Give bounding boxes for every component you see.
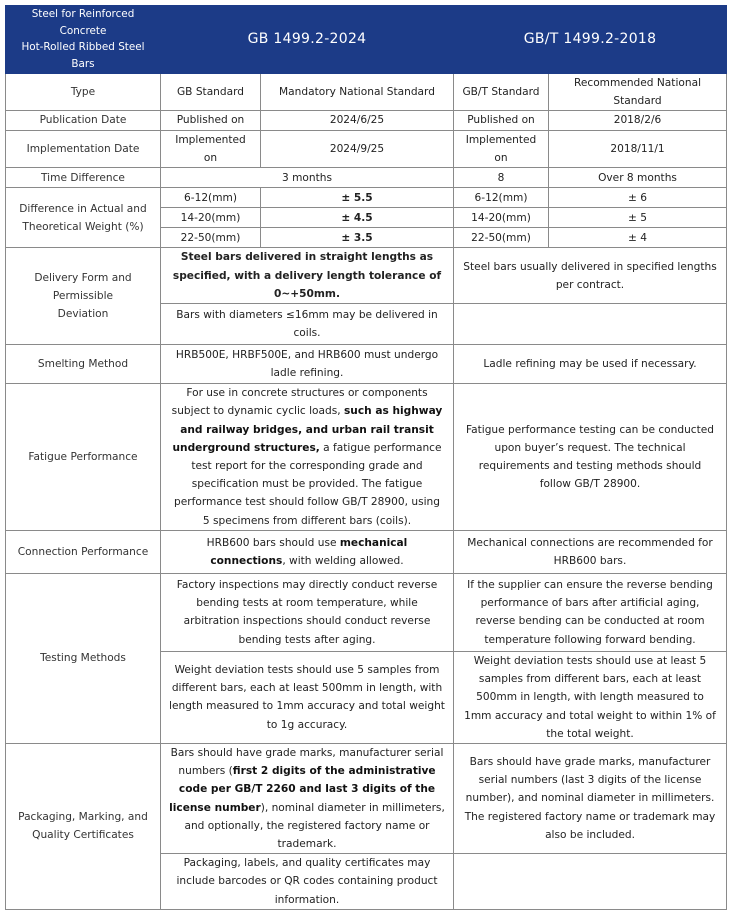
fatigue-text-1: For use in concrete structures or components subject to dynamic cyclic loads, (171, 387, 428, 418)
row-label-implementation: Implementation Date (6, 131, 161, 168)
cell: HRB500E, HRBF500E, and HRB600 must undergo ladle refining. (161, 345, 454, 384)
row-label-packaging (6, 743, 161, 909)
table-row (6, 168, 727, 188)
table-row (6, 743, 727, 853)
cell: ± 4 (549, 228, 727, 248)
cell: Over 8 months (549, 168, 727, 188)
table-row (6, 530, 727, 573)
connection-text-1: HRB600 bars should use (206, 536, 340, 549)
table-row (6, 345, 727, 384)
cell: Packaging, labels, and quality certificates may include barcodes or QR codes containing product information. (161, 854, 454, 910)
table-row (6, 73, 727, 110)
standards-comparison-table (5, 5, 727, 910)
cell: Steel bars delivered in straight lengths as specified, with a delivery length tolerance of 0~+50mm. (161, 248, 454, 304)
cell: ± 6 (549, 188, 727, 208)
connection-text-2: , with welding allowed. (282, 554, 404, 567)
cell: Factory inspections may directly conduct reverse bending tests at room temperature, while arbitration inspections should conduct reverse bending tests after aging. (161, 573, 454, 651)
cell: Bars should have grade marks, manufacturer serial numbers (last 3 digits of the license number), and nominal diameter in millimeters. The registered factory name or trademark may also be included. (454, 743, 727, 853)
row-label-time-difference: Time Difference (6, 168, 161, 188)
table-row (6, 131, 727, 168)
header-gb-2024: GB 1499.2-2024 (161, 6, 454, 74)
packaging-text-2: ), nominal diameter in millimeters, and optionally, the registered factory name or trademark. (184, 801, 445, 851)
row-label-testing: Testing Methods (6, 573, 161, 743)
cell: 3 months (161, 168, 454, 188)
weight-label-line1: Difference in Actual and (19, 202, 147, 215)
fatigue-bold-text: such as highway and railway bridges, and urban rail transit underground structures, (172, 405, 443, 454)
row-label-delivery (6, 248, 161, 345)
cell: Weight deviation tests should use at least 5 samples from different bars, each at least 500mm in length, with length measured to 1mm accuracy and total weight to within 1% of the total weight. (454, 651, 727, 743)
cell (161, 743, 454, 853)
table-row (6, 573, 727, 651)
cell: GB Standard (161, 73, 261, 110)
cell: Published on (161, 111, 261, 131)
table-row (6, 384, 727, 531)
row-label-type: Type (6, 73, 161, 110)
cell: 6-12(mm) (454, 188, 549, 208)
header-corner-cell (6, 6, 161, 74)
cell: 14-20(mm) (454, 208, 549, 228)
cell: Mandatory National Standard (261, 73, 454, 110)
row-label-smelting: Smelting Method (6, 345, 161, 384)
cell: Ladle refining may be used if necessary. (454, 345, 727, 384)
cell: ± 5.5 (261, 188, 454, 208)
cell: 14-20(mm) (161, 208, 261, 228)
row-label-fatigue: Fatigue Performance (6, 384, 161, 531)
cell: Steel bars usually delivered in specified lengths per contract. (454, 248, 727, 304)
row-label-weight (6, 188, 161, 248)
cell: If the supplier can ensure the reverse bending performance of bars after artificial aging, reverse bending can be conducted at room temperature following forward bending. (454, 573, 727, 651)
cell (161, 530, 454, 573)
cell: Fatigue performance testing can be conducted upon buyer’s request. The technical requirements and testing methods should follow GB/T 28900. (454, 384, 727, 531)
packaging-text-1: Bars should have grade marks, manufacturer serial numbers ( (170, 746, 444, 778)
delivery-label-line2: Deviation (57, 308, 109, 321)
table-row (6, 248, 727, 304)
cell: GB/T Standard (454, 73, 549, 110)
packaging-label-line1: Packaging, Marking, and (18, 811, 148, 824)
cell: 22-50(mm) (161, 228, 261, 248)
cell: 2024/9/25 (261, 131, 454, 168)
cell: Recommended National Standard (549, 73, 727, 110)
corner-title-line1: Steel for Reinforced Concrete (31, 8, 135, 37)
cell: 6-12(mm) (161, 188, 261, 208)
cell: ± 5 (549, 208, 727, 228)
corner-title-line2: Hot-Rolled Ribbed Steel Bars (21, 41, 145, 70)
cell: Weight deviation tests should use 5 samples from different bars, each at least 500mm in length, with length measured to 1mm accuracy and total weight to 1g accuracy. (161, 651, 454, 743)
cell: 2018/2/6 (549, 111, 727, 131)
cell: Bars with diameters ≤16mm may be delivered in coils. (161, 304, 454, 345)
table-header-row (6, 6, 727, 74)
table-row (6, 111, 727, 131)
empty-cell (454, 854, 727, 910)
cell: Mechanical connections are recommended for HRB600 bars. (454, 530, 727, 573)
header-gbt-2018: GB/T 1499.2-2018 (454, 6, 727, 74)
cell: 8 (454, 168, 549, 188)
cell (161, 384, 454, 531)
cell: Implemented on (161, 131, 261, 168)
weight-label-line2: Theoretical Weight (%) (22, 220, 144, 233)
empty-cell (454, 304, 727, 345)
packaging-bold-text: first 2 digits of the administrative code per GB/T 2260 and last 3 digits of the license number (169, 765, 436, 814)
row-label-publication: Publication Date (6, 111, 161, 131)
cell: ± 4.5 (261, 208, 454, 228)
cell: ± 3.5 (261, 228, 454, 248)
delivery-label-line1: Delivery Form and Permissible (34, 271, 132, 303)
connection-bold-text: mechanical connections (210, 536, 408, 567)
cell: Published on (454, 111, 549, 131)
table-row (6, 188, 727, 208)
cell: 2024/6/25 (261, 111, 454, 131)
packaging-label-line2: Quality Certificates (32, 829, 134, 842)
fatigue-text-2: a fatigue performance test report for the corresponding grade and specification must be provided. The fatigue performance test should follow GB/T 28900, using 5 specimens from different bars (coils). (174, 441, 442, 527)
cell: 22-50(mm) (454, 228, 549, 248)
cell: Implemented on (454, 131, 549, 168)
cell: 2018/11/1 (549, 131, 727, 168)
row-label-connection: Connection Performance (6, 530, 161, 573)
